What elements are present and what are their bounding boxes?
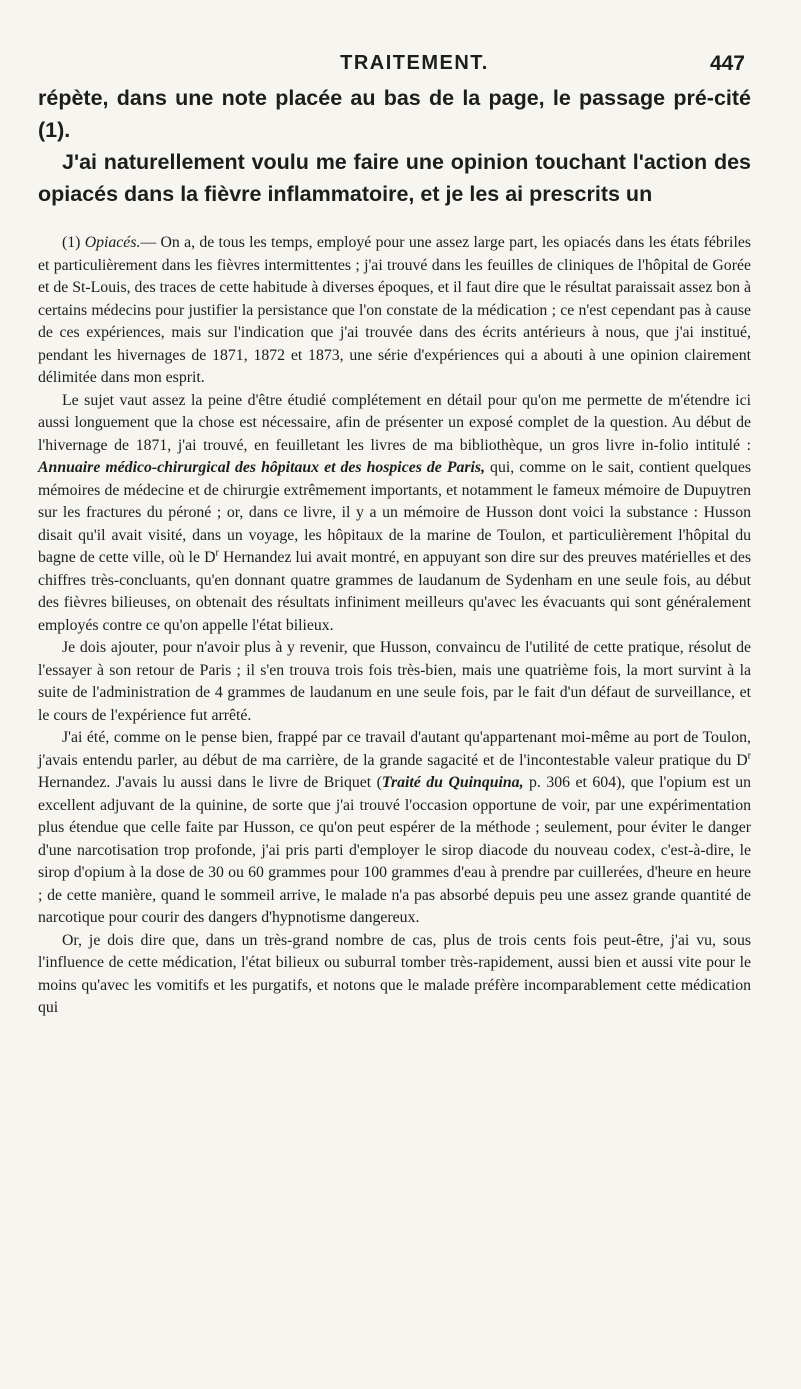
- footnote-paragraph-3: Je dois ajouter, pour n'avoir plus à y revenir, que Husson, convaincu de l'utilité de cette pratique, résolut de l'essayer à son retour de Paris ; il s'en trouva trois fois très-bien, mais une quatrième fois, la mort survint à la suite de l'administration de 4 grammes de laudanum en une seule fois, par le fait d'un défaut de surveillance, et le cours de l'expérience fut arrêté.: [38, 639, 751, 724]
- book-title-annuaire: Annuaire médico-chirurgical des hôpitaux et des hospices de Paris,: [38, 459, 486, 476]
- footnote-paragraph-1: [38, 232, 751, 390]
- book-title-briquet: Traité du Quinquina,: [381, 774, 524, 791]
- footnote-paragraph-2: [38, 390, 751, 638]
- footnote-p4-text-b: Hernandez. J'avais lu aussi dans le livre de Briquet (: [38, 774, 382, 791]
- footnote-p1-text: — On a, de tous les temps, employé pour une assez large part, les opiacés dans les états fébriles et particulièrement dans les fièvres intermittentes ; j'ai trouvé dans les feuilles de cliniques de l'hôpital de Gorée et de St-Louis, des traces de cette habitude à diverses époques, et il faut dire que le résultat paraissait assez bon à certains médecins pour justifier la persistance que l'on constate de la médication ; ce n'est cependant pas à cause de ces expériences, mais sur l'indication que j'ai trouvée dans des écrits antérieurs à nous, que j'ai institué, pendant les hivernages de 1871, 1872 et 1873, une série d'expériences qui a abouti à une opinion clairement délimitée dans mon esprit.: [38, 234, 751, 386]
- footnote: [38, 232, 751, 1020]
- main-paragraph-1: répète, dans une note placée au bas de la page, le passage pré-cité (1).: [38, 86, 751, 142]
- running-title: TRAITEMENT.: [340, 52, 489, 74]
- footnote-paragraph-5: Or, je dois dire que, dans un très-grand nombre de cas, plus de trois cents fois peut-être, j'ai vu, sous l'influence de cette médication, l'état bilieux ou suburral tomber très-rapidement, aussi bien et aussi vite pour le moins qu'avec les vomitifs et les purgatifs, et notons que le malade préfère incomparablement cette médication qui: [38, 931, 751, 1016]
- main-text: [38, 82, 751, 210]
- footnote-p2-text-a: Le sujet vaut assez la peine d'être étudié complétement en détail pour qu'on me permette de m'étendre ici aussi longuement que la chose est nécessaire, afin de présenter un exposé complet de la question. Au début de l'hivernage de 1871, j'ai trouvé, en feuilletant les livres de ma bibliothèque, un gros livre in-folio intitulé :: [38, 391, 751, 454]
- footnote-p4-text-a: J'ai été, comme on le pense bien, frappé par ce travail d'autant qu'appartenant moi-même au port de Toulon, j'avais entendu parler, au début de ma carrière, de la grande sagacité et de l'incontestable valeur pratique du D: [38, 729, 751, 769]
- footnote-paragraph-4: [38, 727, 751, 930]
- footnote-p2-sup: r: [215, 547, 219, 559]
- footnote-p2-text-c: Hernandez lui avait montré, en appuyant son dire sur des preuves matérielles et des chiffres très-concluants, qu'en donnant quatre grammes de laudanum de Sydenham en une seule fois, au début des fièvres bilieuses, on obtenait des résultats infiniment meilleurs qu'avec les évacuants qui sont généralement employés contre ce qu'on appelle l'état bilieux.: [38, 549, 751, 634]
- page-number: 447: [709, 52, 745, 75]
- footnote-p4-sup: r: [747, 750, 751, 762]
- footnote-marker: (1): [62, 234, 85, 251]
- footnote-p4-text-c: p. 306 et 604), que l'opium est un excellent adjuvant de la quinine, de sorte que j'ai trouvé l'occasion opportune de voir, par une expérimentation plus étendue que celle faite par Husson, ce qu'on peut espérer de la méthode ; seulement, pour éviter le danger d'une narcotisation trop profonde, j'ai pris parti d'employer le sirop diacode du nouveau codex, c'est-à-dire, le sirop d'opium à la dose de 30 ou 60 grammes pour 100 grammes d'eau à prendre par cuillerées, d'heure en heure ; de cette manière, quand le sommeil arrive, le malade n'a pas absorbé depuis peu une assez grande quantité de narcotique pour courir des dangers d'hypnotisme dangereux.: [38, 774, 752, 926]
- main-paragraph-2: J'ai naturellement voulu me faire une opinion touchant l'action des opiacés dans la fièvre inflammatoire, et je les ai prescrits un: [38, 150, 751, 206]
- footnote-term: Opiacés.: [84, 234, 141, 251]
- footnote-p2-text-b: qui, comme on le sait, contient quelques mémoires de médecine et de chirurgie extrêmement importants, et notamment le fameux mémoire de Dupuytren sur les fractures du péroné ; or, dans ce livre, il y a un mémoire de Husson dont voici la substance : Husson disait qu'il avait visité, dans un voyage, les hôpitaux de la marine de Toulon, et particulièrement l'hôpital du bagne de cette ville, où le D: [38, 459, 751, 566]
- page-header: [0, 52, 801, 76]
